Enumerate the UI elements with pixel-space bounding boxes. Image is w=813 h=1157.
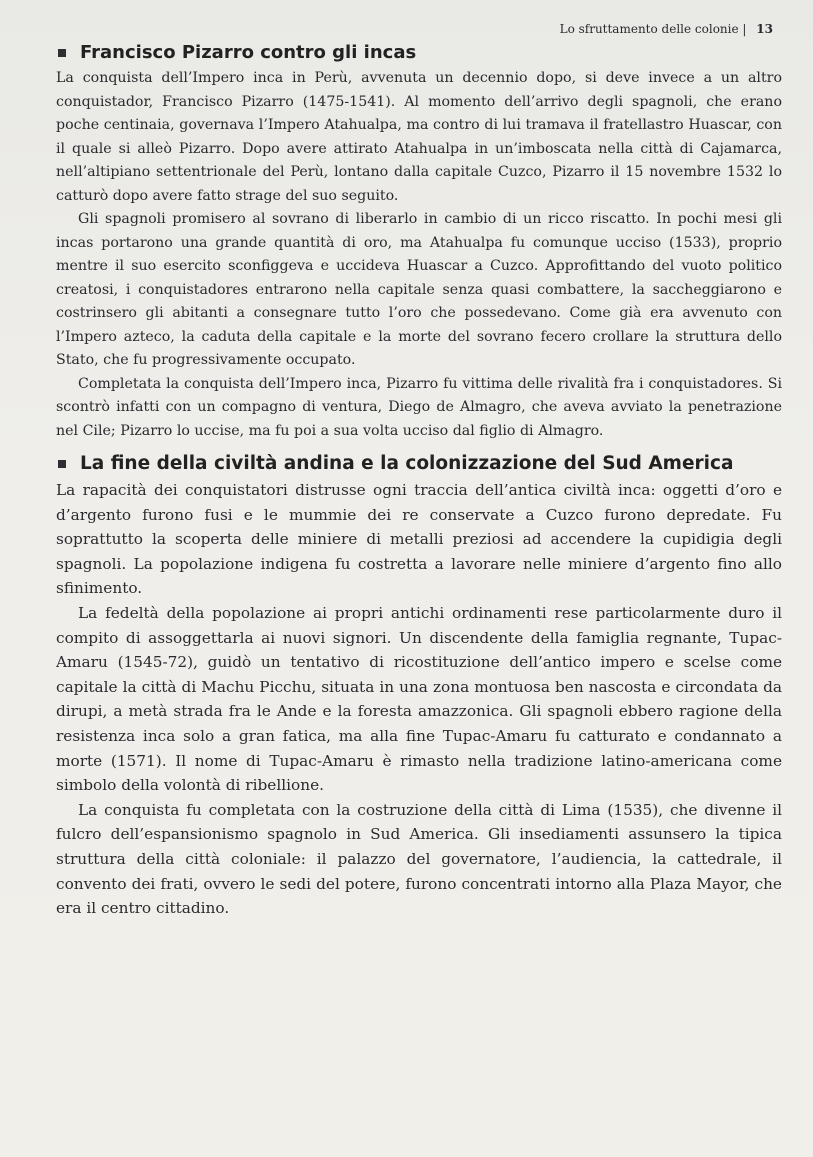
running-title: Lo sfruttamento delle colonie: [559, 22, 739, 36]
section-colonization: [56, 453, 782, 921]
page-number: 13: [756, 22, 773, 36]
square-bullet-icon: [58, 49, 66, 57]
section-title-text: La fine della civiltà andina e la colonizzazione del Sud America: [80, 453, 734, 474]
page-content: [56, 42, 782, 931]
paragraph: Gli spagnoli promisero al sovrano di liberarlo in cambio di un ricco riscatto. In pochi mesi gli incas portarono una grande quantità di oro, ma Atahualpa fu comunque ucciso (1533), proprio mentre il suo esercito sconfiggeva e uccideva Huascar a Cuzco. Approfittando del vuoto politico creatosi, i conquistadores entrarono nella capitale senza quasi combattere, la saccheggiarono e costrinsero gli abitanti a consegnare tutto l’oro che possedevano. Come già era avvenuto con l’Impero azteco, la caduta della capitale e la morte del sovrano fecero crollare la struttura dello Stato, che fu progressivamente occupato.: [56, 211, 782, 368]
header-separator: |: [742, 22, 747, 36]
paragraph: Completata la conquista dell’Impero inca, Pizarro fu vittima delle rivalità fra i conquistadores. Si scontrò infatti con un compagno di ventura, Diego de Almagro, che aveva avviato la penetrazione nel Cile; Pizarro lo uccise, ma fu poi a sua volta ucciso dal figlio di Almagro.: [56, 375, 782, 439]
section-heading: [58, 42, 782, 63]
square-bullet-icon: [58, 460, 66, 468]
paragraph: La rapacità dei conquistatori distrusse ogni traccia dell’antica civiltà inca: oggetti d’oro e d’argento furono fusi e le mummie dei re conservate a Cuzco furono depredate. Fu soprattutto la scoperta delle miniere di metalli preziosi ad accendere la cupidigia degli spagnoli. La popolazione indigena fu costretta a lavorare nelle miniere d’argento fino allo sfinimento.: [56, 481, 782, 598]
section-title-text: Francisco Pizarro contro gli incas: [80, 42, 417, 63]
section-pizarro: [56, 42, 782, 443]
paragraph: La fedeltà della popolazione ai propri antichi ordinamenti rese particolarmente duro il compito di assoggettarla ai nuovi signori. Un discendente della famiglia regnante, Tupac-Amaru (1545-72), guidò un tentativo di ricostituzione dell’antico impero e scelse come capitale la città di Machu Picchu, situata in una zona montuosa ben nascosta e circondata da dirupi, a metà strada fra le Ande e la foresta amazzonica. Gli spagnoli ebbero ragione della resistenza inca solo a gran fatica, ma alla fine Tupac-Amaru fu catturato e condannato a morte (1571). Il nome di Tupac-Amaru è rimasto nella tradizione latino-americana come simbolo della volontà di ribellione.: [56, 603, 782, 795]
paragraph: La conquista dell’Impero inca in Perù, avvenuta un decennio dopo, si deve invece a un altro conquistador, Francisco Pizarro (1475-1541). Al momento dell’arrivo degli spagnoli, che erano poche centinaia, governava l’Impero Atahualpa, ma contro di lui tramava il fratellastro Huascar, con il quale si alleò Pizarro. Dopo avere attirato Atahualpa in un’imboscata nella città di Cajamarca, nell’altipiano settentrionale del Perù, lontano dalla capitale Cuzco, Pizarro il 15 novembre 1532 lo catturò dopo avere fatto strage del suo seguito.: [56, 70, 782, 204]
running-header: [560, 22, 773, 36]
section-heading: [58, 453, 782, 474]
paragraph: La conquista fu completata con la costruzione della città di Lima (1535), che divenne il fulcro dell’espansionismo spagnolo in Sud America. Gli insediamenti assunsero la tipica struttura della città coloniale: il palazzo del governatore, l’audiencia, la cattedrale, il convento dei frati, ovvero le sedi del potere, furono concentrati intorno alla Plaza Mayor, che era il centro cittadino.: [56, 800, 782, 918]
